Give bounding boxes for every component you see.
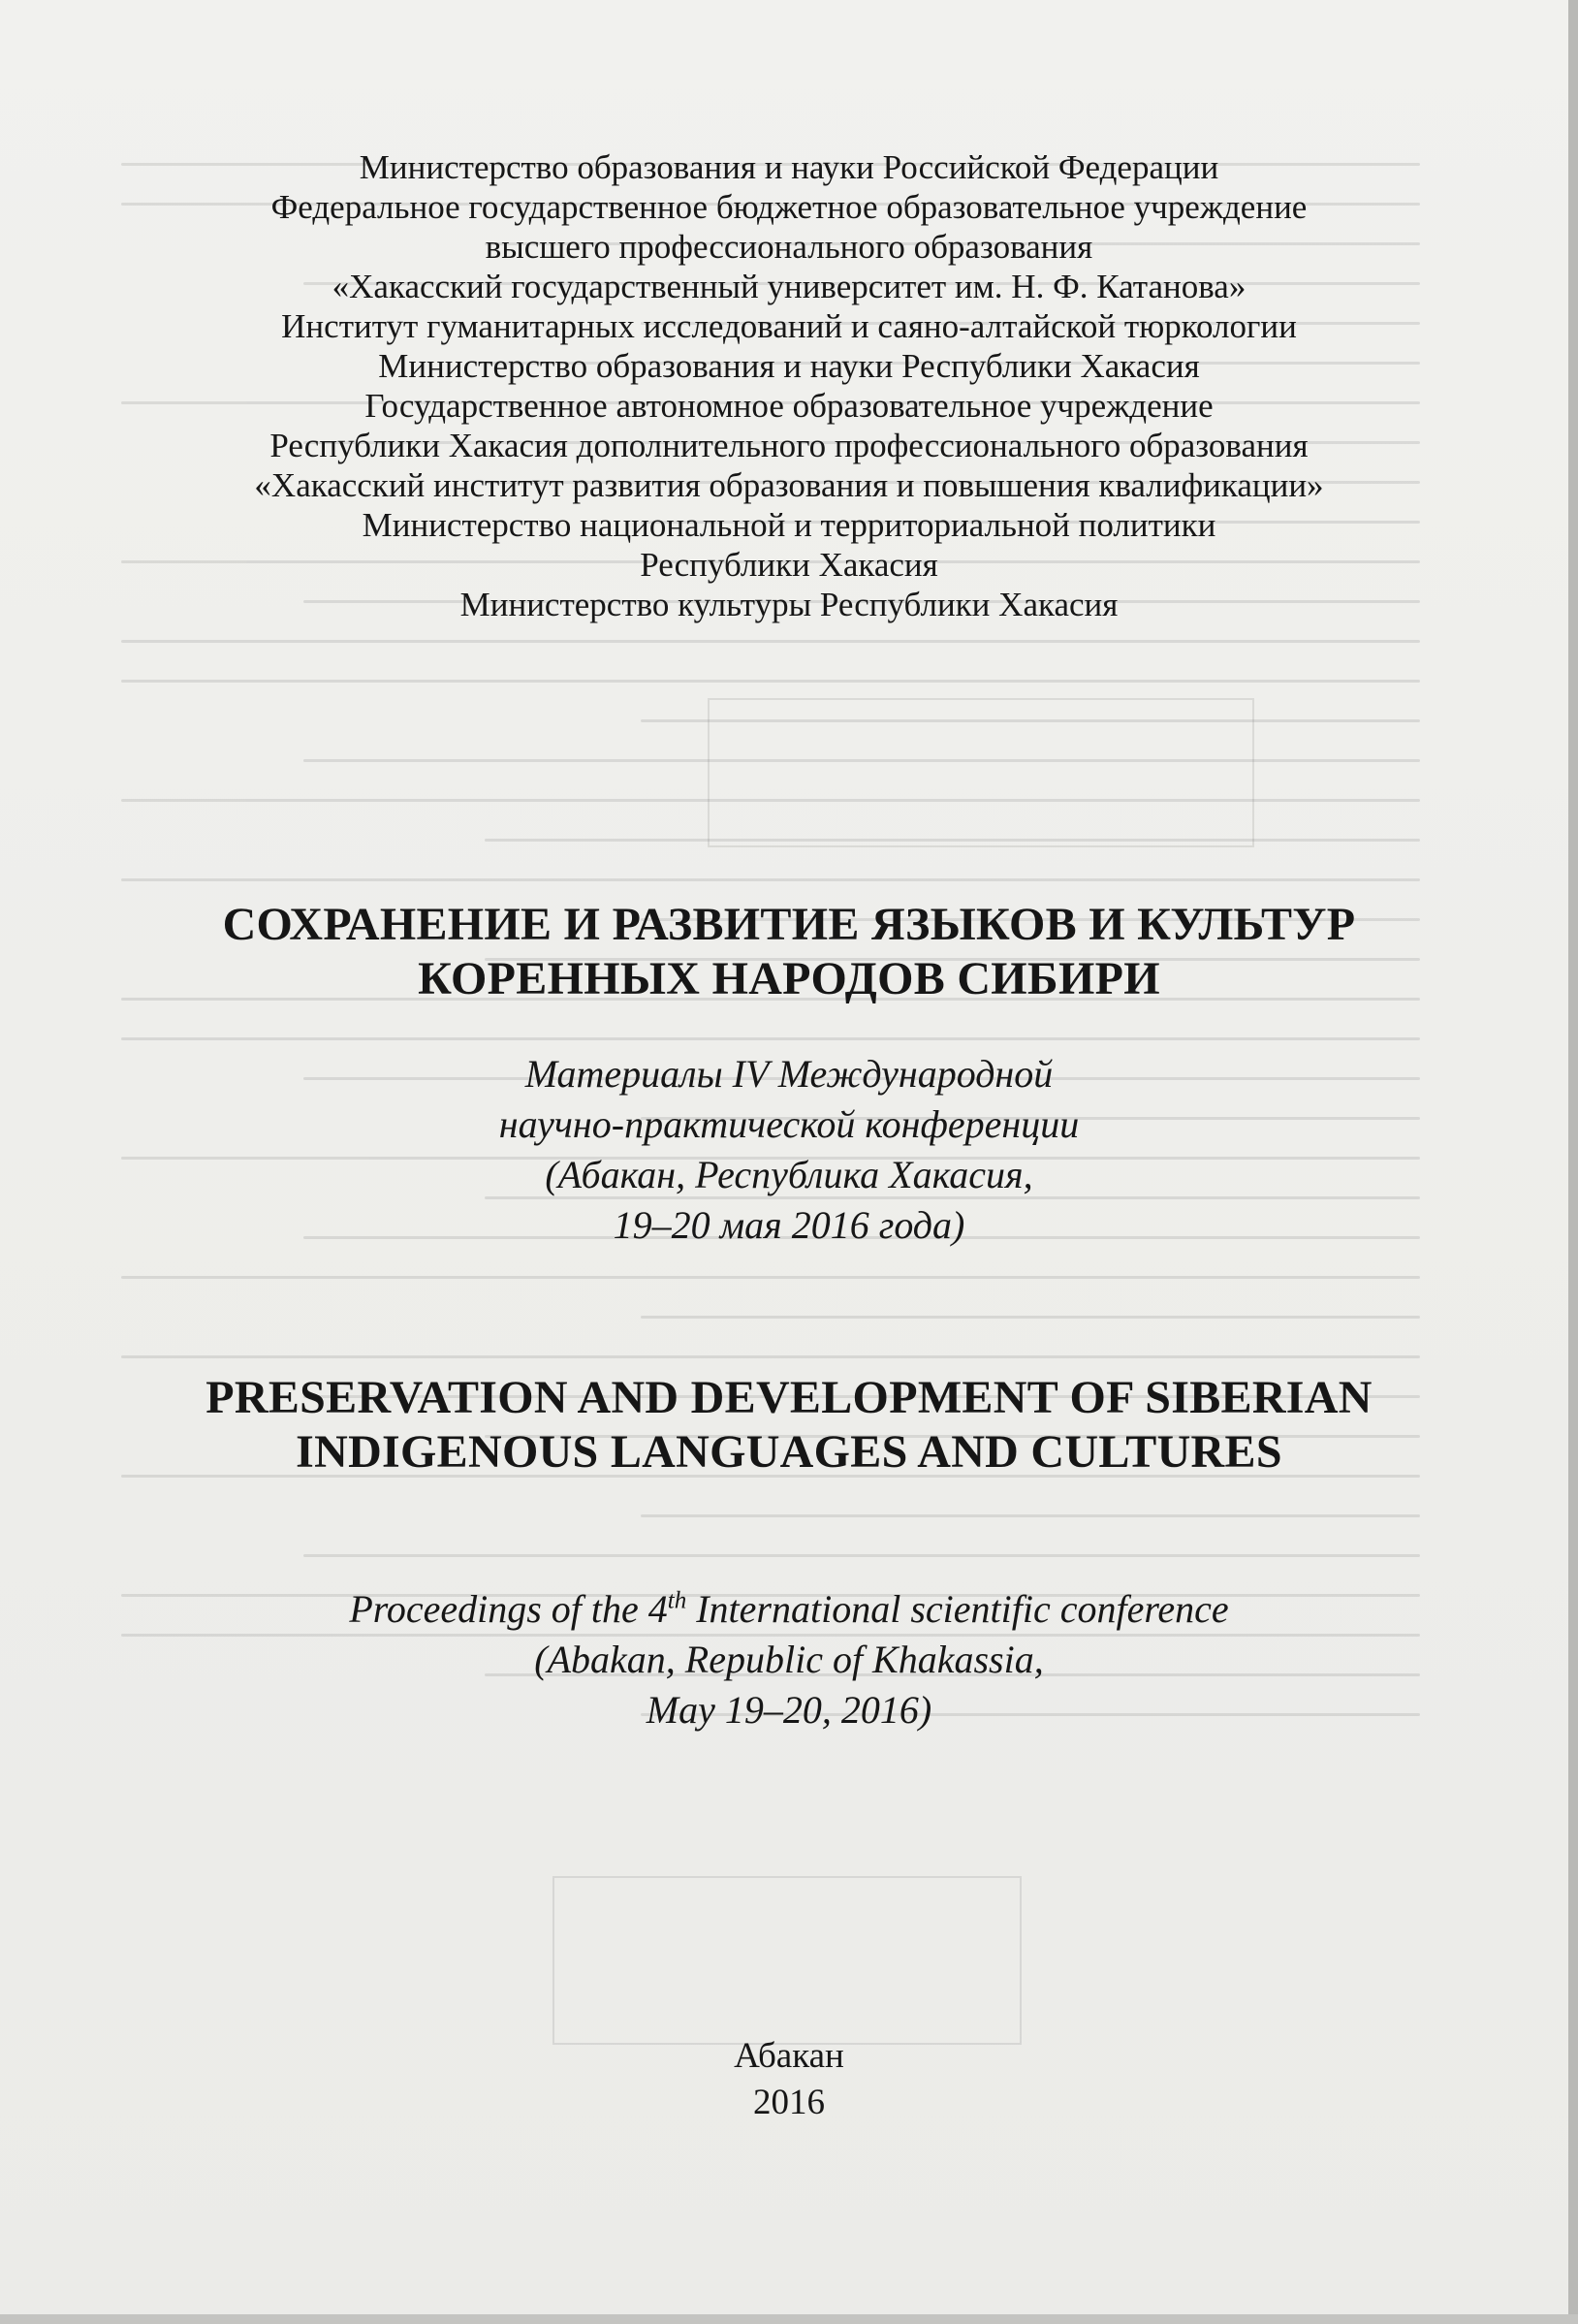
proceedings-text: Proceedings of the 4 <box>349 1587 668 1631</box>
organization-line: Министерство культуры Республики Хакасия <box>459 586 1119 623</box>
show-through-frame <box>708 698 1254 847</box>
russian-subtitle-line: (Абакан, Республика Хакасия, <box>545 1153 1033 1196</box>
english-title-line: PRESERVATION AND DEVELOPMENT OF SIBERIAN <box>205 1372 1373 1423</box>
organization-line: Государственное автономное образовательное учреждение <box>364 387 1214 425</box>
russian-subtitle-line: 19–20 мая 2016 года) <box>613 1203 965 1247</box>
russian-subtitle-line: Материалы IV Международной <box>524 1052 1054 1096</box>
organization-line: Министерство национальной и территориальной политики <box>362 506 1216 544</box>
russian-title <box>0 898 1578 1006</box>
show-through-frame <box>552 1876 1022 2045</box>
organization-line: Федеральное государственное бюджетное образовательное учреждение <box>270 188 1308 226</box>
english-subtitle-line <box>0 1584 1578 1635</box>
organization-line: Республики Хакасия дополнительного профессионального образования <box>269 427 1309 464</box>
imprint <box>0 2033 1578 2126</box>
imprint-city: Абакан <box>734 2036 844 2076</box>
english-subtitle <box>0 1584 1578 1735</box>
organization-line: Министерство образования и науки Российской Федерации <box>359 148 1219 186</box>
organization-line: Министерство образования и науки Республики Хакасия <box>378 347 1200 385</box>
organization-line: высшего профессионального образования <box>485 228 1093 266</box>
english-title-line: INDIGENOUS LANGUAGES AND CULTURES <box>296 1426 1282 1478</box>
organizations-list <box>0 147 1578 624</box>
russian-subtitle-line: научно-практической конференции <box>498 1102 1080 1146</box>
organization-line: «Хакасский государственный университет им. Н. Ф. Катанова» <box>331 268 1247 305</box>
russian-subtitle <box>0 1049 1578 1251</box>
organization-line: «Хакасский институт развития образования и повышения квалификации» <box>254 466 1324 504</box>
russian-title-line: СОХРАНЕНИЕ И РАЗВИТИЕ ЯЗЫКОВ И КУЛЬТУР <box>222 899 1356 950</box>
english-subtitle-line: (Abakan, Republic of Khakassia, <box>534 1638 1044 1681</box>
english-title <box>0 1371 1578 1480</box>
organization-line: Институт гуманитарных исследований и саяно-алтайской тюркологии <box>281 307 1297 345</box>
imprint-year: 2016 <box>753 2083 825 2122</box>
conference-text: International scientific conference <box>686 1587 1229 1631</box>
english-subtitle-line: May 19–20, 2016) <box>646 1688 932 1732</box>
organization-line: Республики Хакасия <box>640 546 938 584</box>
page-edge <box>0 2314 1578 2324</box>
russian-title-line: КОРЕННЫХ НАРОДОВ СИБИРИ <box>418 953 1160 1004</box>
ordinal-suffix: th <box>667 1587 687 1614</box>
